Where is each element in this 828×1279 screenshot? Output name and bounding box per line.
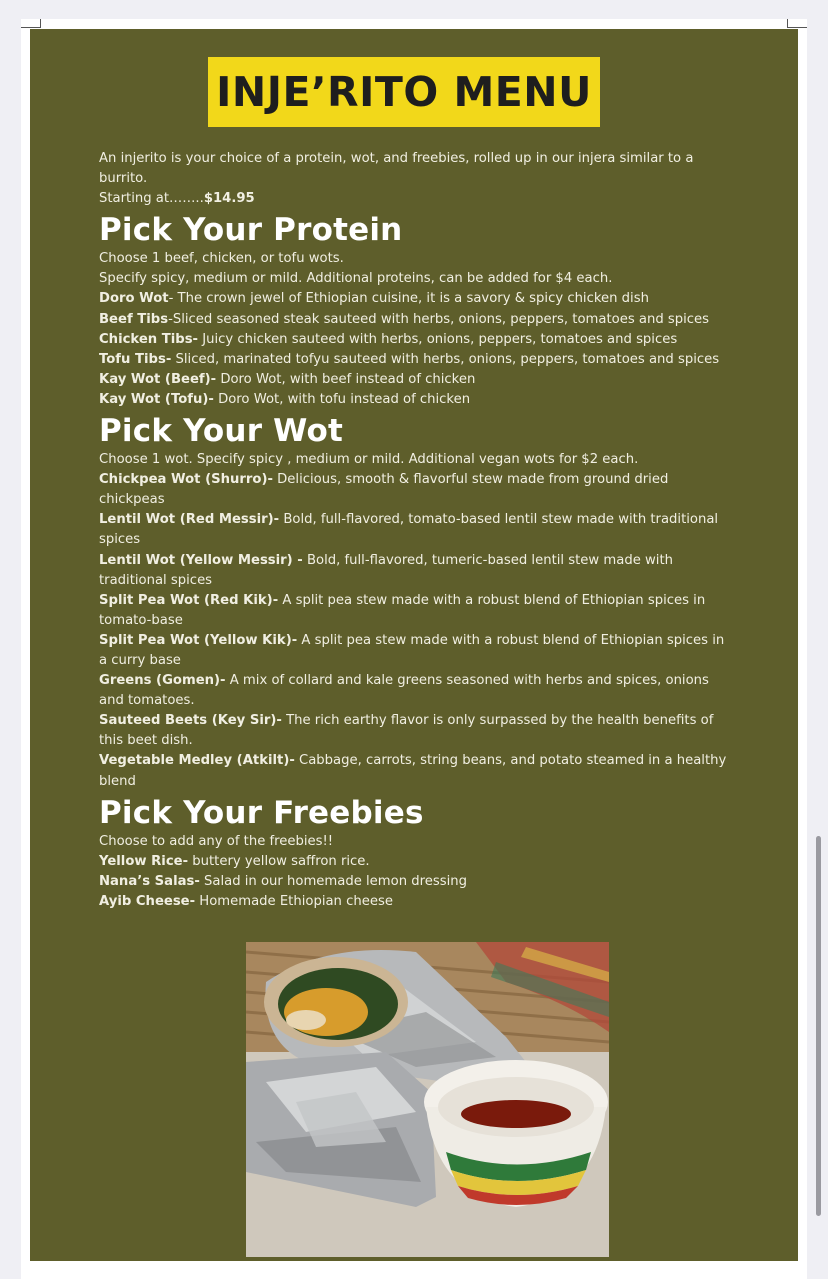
- item-name: Chickpea Wot (Shurro)-: [99, 472, 273, 488]
- intro-line-2: burrito.: [99, 171, 148, 187]
- crop-line-left: [21, 27, 40, 28]
- wot-item: [99, 751, 739, 771]
- item-name: Yellow Rice-: [99, 853, 189, 869]
- item-desc: -Sliced seasoned steak sauteed with herbs, onions, peppers, tomatoes and spices: [168, 311, 710, 327]
- item-name: Vegetable Medley (Atkilt)-: [99, 753, 295, 769]
- item-desc: A split pea stew made with a robust blend of Ethiopian spices in: [297, 632, 725, 648]
- menu-title: INJE’RITO MENU: [216, 68, 592, 116]
- item-name: Lentil Wot (Yellow Messir) -: [99, 552, 303, 568]
- protein-item: [99, 330, 739, 350]
- starting-price-line: [99, 189, 739, 209]
- wot-item-cont: spices: [99, 532, 141, 548]
- wot-item-cont: a curry base: [99, 652, 181, 668]
- protein-note: Specify spicy, medium or mild. Additional proteins, can be added for $4 each.: [99, 271, 613, 287]
- item-desc: Sliced, marinated tofyu sauteed with herbs, onions, peppers, tomatoes and spices: [171, 351, 720, 367]
- wot-item-cont: traditional spices: [99, 572, 213, 588]
- item-name: Nana’s Salas-: [99, 873, 200, 889]
- item-name: Tofu Tibs-: [99, 351, 172, 367]
- wot-item: [99, 470, 739, 490]
- wot-item-cont: tomato-base: [99, 612, 183, 628]
- crop-mark-left: [40, 19, 41, 28]
- item-name: Greens (Gomen)-: [99, 673, 226, 689]
- protein-item: [99, 350, 739, 370]
- item-name: Sauteed Beets (Key Sir)-: [99, 713, 282, 729]
- freebie-item: [99, 872, 739, 892]
- item-name: Ayib Cheese-: [99, 893, 196, 909]
- menu-content: [99, 149, 739, 912]
- protein-item: [99, 370, 739, 390]
- freebie-item: [99, 892, 739, 912]
- item-name: Chicken Tibs-: [99, 331, 199, 347]
- protein-item: [99, 390, 739, 410]
- starting-label: Starting at……..: [99, 191, 204, 207]
- title-banner: [208, 57, 600, 127]
- item-desc: Homemade Ethiopian cheese: [195, 893, 393, 909]
- item-desc: - The crown jewel of Ethiopian cuisine, it is a savory & spicy chicken dish: [168, 291, 649, 307]
- protein-item: [99, 310, 739, 330]
- item-desc: Juicy chicken sauteed with herbs, onions, peppers, tomatoes and spices: [198, 331, 678, 347]
- wot-item: [99, 551, 739, 571]
- wot-heading: Pick Your Wot: [99, 413, 343, 450]
- starting-price: $14.95: [203, 191, 255, 207]
- item-desc: Salad in our homemade lemon dressing: [199, 873, 468, 889]
- injerito-photo-illustration: [246, 942, 609, 1257]
- protein-note: Choose 1 beef, chicken, or tofu wots.: [99, 251, 344, 267]
- item-name: Kay Wot (Tofu)-: [99, 391, 214, 407]
- wot-item: [99, 671, 739, 691]
- item-name: Lentil Wot (Red Messir)-: [99, 512, 280, 528]
- injerito-photo: [246, 942, 609, 1257]
- item-desc: A mix of collard and kale greens seasoned with herbs and spices, onions: [225, 673, 709, 689]
- wot-item-cont: chickpeas: [99, 492, 165, 508]
- item-name: Split Pea Wot (Red Kik)-: [99, 592, 279, 608]
- wot-item: [99, 510, 739, 530]
- item-desc: Doro Wot, with beef instead of chicken: [216, 371, 476, 387]
- item-desc: Bold, full-flavored, tomato-based lentil stew made with traditional: [279, 512, 719, 528]
- protein-item: [99, 289, 739, 309]
- wot-note: Choose 1 wot. Specify spicy , medium or mild. Additional vegan wots for $2 each.: [99, 452, 639, 468]
- wot-item: [99, 591, 739, 611]
- intro-line-1: An injerito is your choice of a protein, wot, and freebies, rolled up in our injera similar to a: [99, 151, 694, 166]
- item-desc: Cabbage, carrots, string beans, and potato steamed in a healthy: [294, 753, 727, 769]
- wot-item-cont: this beet dish.: [99, 733, 193, 749]
- freebies-note: Choose to add any of the freebies!!: [99, 833, 334, 849]
- item-name: Split Pea Wot (Yellow Kik)-: [99, 632, 298, 648]
- item-name: Kay Wot (Beef)-: [99, 371, 217, 387]
- wot-item-cont: and tomatoes.: [99, 693, 195, 709]
- scrollbar[interactable]: [816, 836, 821, 1216]
- item-desc: Doro Wot, with tofu instead of chicken: [213, 391, 471, 407]
- wot-item: [99, 631, 739, 651]
- wot-item-cont: blend: [99, 773, 136, 789]
- item-name: Doro Wot: [99, 291, 169, 307]
- item-desc: Bold, full-flavored, tumeric-based lentil stew made with: [302, 552, 673, 568]
- freebie-item: [99, 852, 739, 872]
- item-desc: The rich earthy flavor is only surpassed by the health benefits of: [281, 713, 714, 729]
- item-desc: A split pea stew made with a robust blend of Ethiopian spices in: [278, 592, 706, 608]
- wot-item: [99, 711, 739, 731]
- item-desc: Delicious, smooth & flavorful stew made from ground dried: [272, 472, 669, 488]
- protein-heading: Pick Your Protein: [99, 212, 403, 249]
- item-desc: buttery yellow saffron rice.: [188, 853, 370, 869]
- freebies-heading: Pick Your Freebies: [99, 794, 424, 831]
- crop-line-right: [788, 27, 807, 28]
- item-name: Beef Tibs: [99, 311, 169, 327]
- menu-panel: [30, 29, 798, 1261]
